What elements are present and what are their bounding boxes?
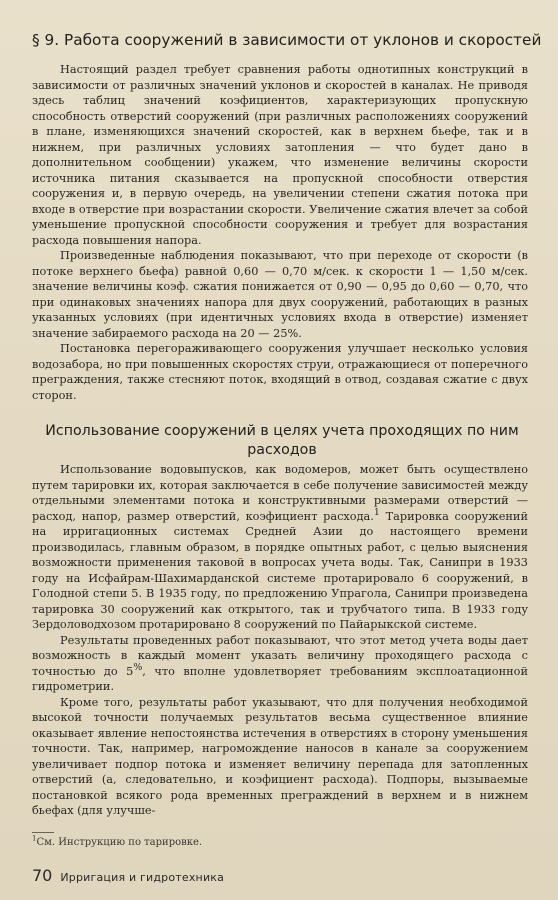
journal-title: Ирригация и гидротехника <box>60 871 225 884</box>
section-body <box>32 62 528 403</box>
percent-sign: % <box>133 661 143 673</box>
page-footer <box>32 866 332 885</box>
section-title: § 9. Работа сооружений в зависимости от уклонов и скоростей <box>32 31 542 49</box>
paragraph-text: Тарировка сооружений на ирригационных системах Средней Азии до настоящего времени производилась, главным образом, в порядке опытных работ, с целью выяснения возможности применения таковой в вопросах учета воды. Так, Санипри в 1933 году на Исфайрам-Шахимарданской системе протарировало 6 сооружений, в Голодной степи 5. В 1935 году, по предложению Упрагола, Санипри произведена тарировка 30 сооружений как открытого, так и трубчатого типа. В 1933 году Зердоловодхозом протарировано 8 сооружений по Пайарыкской системе. <box>32 509 528 631</box>
footnote-divider <box>32 832 54 833</box>
paragraph: Настоящий раздел требует сравнения работы однотипных конструкций в зависимости от различных значений уклонов и скоростей в каналах. Не приводя здесь таблиц значений коэфициентов, характеризующих пропускную способность отверстий сооружений (при различных расположениях сооружений в плане, изменяющихся значений скоростей, как в верхнем бьефе, так и в нижнем, при различных условиях затопления — что будет дано в дополнительном сообщении) укажем, что изменение величины скорости источника питания сказывается на пропускной способности отверстия сооружения и, в первую очередь, на увеличении степени сжатия потока при входе в отверстие при возрастании скорости. Увеличение сжатия влечет за собой уменьшение пропускной способности сооружения и требует для возрастания расхода повышения напора. <box>32 63 528 247</box>
paragraph-text: Результаты проведенных работ показывают, что этот метод учета воды дает возможность в каждый момент указать величину проходящего расхода с точностью до 5 <box>32 633 528 678</box>
paragraph: Постановка перегораживающего сооружения улучшает несколько условия водозабора, но при повышенных скоростях струи, отражающиеся от поперечного преграждения, также стесняют поток, входящий в отвод, создавая сжатие с двух сторон. <box>32 342 528 402</box>
paragraph <box>32 462 528 633</box>
footnote-ref: 1 <box>373 506 380 518</box>
paragraph: Произведенные наблюдения показывают, что при переходе от скорости (в потоке верхнего бьефа) равной 0,60 — 0,70 м/сек. к скорости 1 — 1,50 м/сек. значение величины коэф. сжатия понижается от 0,90 — 0,95 до 0,60 — 0,70, что при одинаковых значениях напора для двух сооружений, работающих в разных указанных условиях (при идентичных условиях входа в отверстие) изменяет значение забираемого расхода на 20 — 25%. <box>32 249 528 340</box>
subsection-title: Использование сооружений в целях учета проходящих по ним расходов <box>45 423 519 458</box>
paragraph-text: Использование водовыпусков, как водомеров, может быть осуществлено путем тарировки их, которая заключается в себе получение зависимостей между отдельными элементами потока и конструктивными размерами отверстий — расход, напор, размер отверстий, коэфициент расхода. <box>32 463 528 523</box>
footnote-text: См. Инструкцию по тарировке. <box>36 837 203 848</box>
paragraph: Кроме того, результаты работ указывают, что для получения необходимой высокой точности получаемых результатов весьма существенное влияние оказывает явление непостоянства истечения в отверстиях в сторону уменьшения точности. Так, например, нагромождение наносов в канале за сооружением увеличивает подпор потока и изменяет величину перепада для затопленных отверстий (а, следовательно, и коэфициент расхода). Подпоры, вызываемые постановкой всякого рода временных преграждений в верхнем и в нижнем бьефах (для улучше- <box>32 695 528 817</box>
paragraph <box>32 633 528 695</box>
footnote-mark: 1 <box>32 834 37 843</box>
paragraph-text: , что вполне удовлетворяет требованиям эксплоатационной гидрометрии. <box>32 664 528 693</box>
page-number: 70 <box>32 866 53 885</box>
subsection-body <box>32 462 528 819</box>
footnote <box>32 836 202 849</box>
